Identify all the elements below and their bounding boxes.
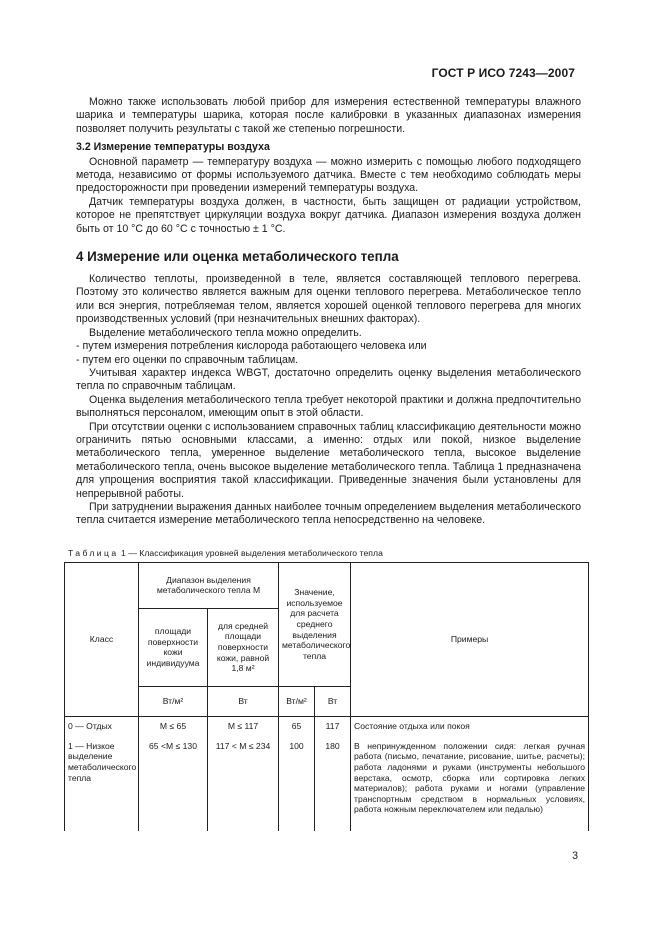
header-range: Диапазон выделения метаболического тепла М: [139, 562, 279, 608]
list-item: - путем измерения потребления кислорода работающего человека или: [76, 340, 427, 353]
paragraph: Можно также использовать любой прибор для измерения естественной температуры влажного шарика и температуры шарика, которая после калибровки в указанных диапазонах измерения позволяет получить результаты с такой же степенью погрешности.: [76, 96, 581, 135]
table-row: [65, 739, 589, 831]
section-4-heading: 4 Измерение или оценка метаболического тепла: [76, 249, 399, 265]
paragraph: Оценка выделения метаболического тепла требует некоторой практики и должна предпочтительно выполняться персоналом, имеющим опыт в этой области.: [76, 393, 581, 420]
list-item: - путем его оценки по справочным таблицам.: [76, 353, 299, 366]
range-cell: М ≤ 65: [139, 716, 208, 739]
paragraph: Количество теплоты, произведенной в теле, является составляющей теплового перегрева. Поэтому это количество является важным для оценки теплового перегрева. Метаболическое тепло или вся энергия, потребляемая телом, является хорошей оценкой теплового перегрева для многих производственных условий (при незначительных внешних факторах).: [76, 273, 581, 326]
header-average-area: для средней площади поверхности кожи, равной 1,8 м²: [208, 608, 279, 686]
value-cell: 65: [279, 716, 315, 739]
table-caption-text: 1 — Классификация уровней выделения метаболического тепла: [120, 547, 383, 558]
unit-cell: Вт/м²: [139, 686, 208, 716]
table-caption: [68, 548, 581, 559]
paragraph: При затруднении выражения данных наиболее точным определением выделения метаболического тепла считается измерение метаболического тепла непосредственно на человеке.: [76, 500, 581, 527]
header-examples: Примеры: [351, 562, 589, 716]
paragraph: При отсутствии оценки с использованием справочных таблиц классификацию деятельности можно ограничить пятью основными классами, а именно: отдых или покой, низкое выделение метаболического тепла, умеренное выделение метаболического тепла, высокое выделение метаболического тепла, очень высокое выделение метаболического тепла. Таблица 1 предназначена для упрощения восприятия такой классификации. Приведенные значения были установлены для непрерывной работы.: [76, 420, 581, 500]
paragraph: Датчик температуры воздуха должен, в частности, быть защищен от радиации устройством, которое не препятствует циркуляции воздуха вокруг датчика. Диапазон измерения воздуха должен быть от 10 °С до 60 °С с точностью ± 1 °С.: [76, 195, 581, 235]
table-row: [65, 716, 589, 739]
metabolic-heat-table: [64, 562, 589, 831]
value-cell: 180: [315, 739, 351, 831]
unit-cell: Вт: [315, 686, 351, 716]
header-value: Значение, используемое для расчета среднего выделения метаболического тепла: [279, 562, 351, 686]
value-cell: 100: [279, 739, 315, 831]
header-class: Класс: [65, 562, 139, 716]
section-3-2-heading: 3.2 Измерение температуры воздуха: [76, 141, 270, 154]
value-cell: 117: [315, 716, 351, 739]
unit-cell: Вт/м²: [279, 686, 315, 716]
class-cell: 0 — Отдых: [65, 716, 139, 739]
examples-cell: Состояние отдыха или покоя: [351, 716, 589, 739]
unit-cell: Вт: [208, 686, 279, 716]
paragraph: Основной параметр — температуру воздуха — можно измерить с помощью любого подходящего метода, независимо от формы используемого датчика. Вместе с тем необходимо соблюдать меры предосторожности при проведении измерений температуры воздуха.: [76, 155, 581, 195]
range-cell: 65 <М ≤ 130: [139, 739, 208, 831]
paragraph: Выделение метаболического тепла можно определить.: [89, 326, 362, 339]
header-skin-area: площади поверхности кожи индивидуума: [139, 608, 208, 686]
examples-cell: В непринужденном положении сидя: легкая ручная работа (письмо, печатание, рисование, шитье, расчеты); работа ладонями и руками (инструменты небольшого верстака, осмотр, сборка или сортировка легких материалов); работа руками и ногами (управление транспортным средством в нормальных условиях, работа ножным переключателем или педалью): [351, 739, 589, 831]
page-content: [68, 96, 586, 831]
document-header: ГОСТ Р ИСО 7243—2007: [431, 66, 575, 80]
class-cell: 1 — Низкое выделение метаболического тепла: [65, 739, 139, 831]
page-number: 3: [572, 850, 578, 862]
range-cell: 117 < М ≤ 234: [208, 739, 279, 831]
range-cell: М ≤ 117: [208, 716, 279, 739]
table-caption-word: Таблица: [68, 547, 119, 558]
paragraph: Учитывая характер индекса WBGT, достаточно определить оценку выделения метаболического тепла по справочным таблицам.: [76, 366, 581, 393]
